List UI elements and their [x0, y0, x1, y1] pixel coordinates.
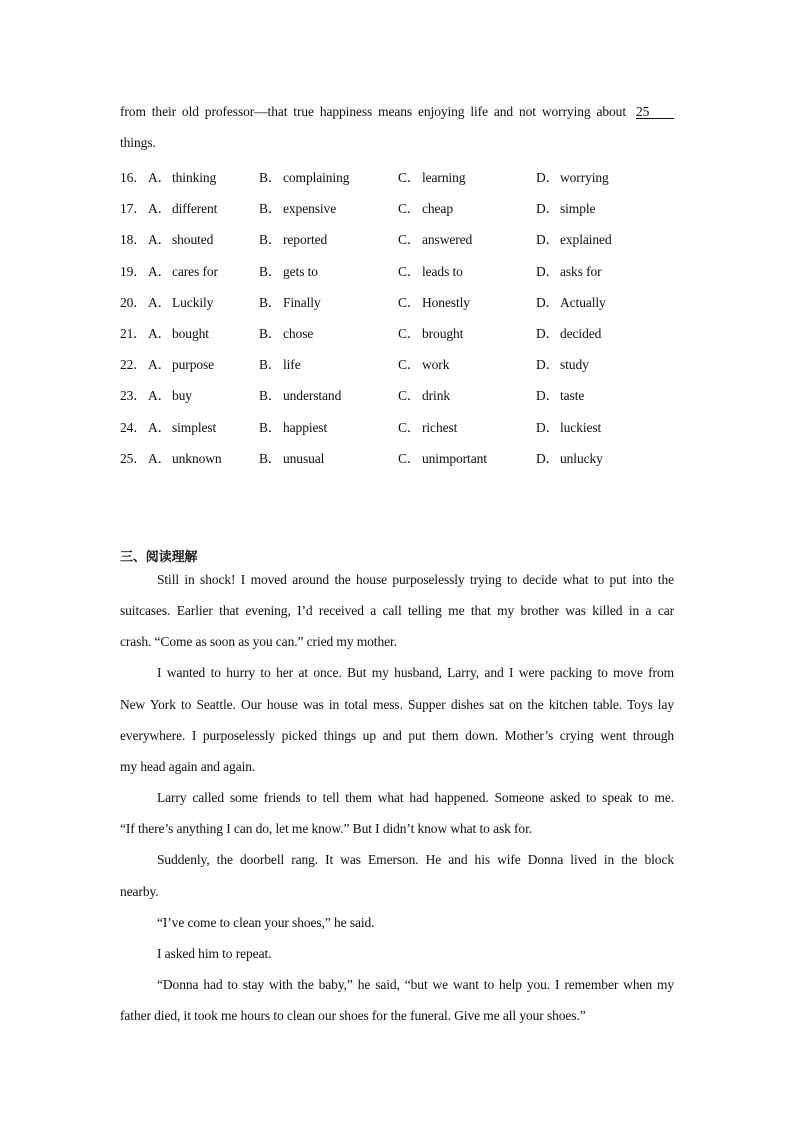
- option-text: purpose: [172, 357, 215, 373]
- question-number: 16．: [120, 170, 147, 185]
- option-a: [148, 447, 222, 467]
- option-letter: A．: [148, 326, 172, 341]
- option-text: different: [172, 201, 218, 217]
- option-d: [536, 384, 584, 404]
- option-letter: A．: [148, 170, 172, 185]
- option-text: understand: [283, 388, 342, 404]
- option-text: work: [422, 357, 450, 373]
- option-c: [398, 260, 463, 280]
- option-letter: C．: [398, 326, 421, 341]
- option-text: Luckily: [172, 294, 214, 310]
- passage-line: “If there’s anything I can do, let me know.” But I didn’t know what to ask for.: [120, 821, 533, 836]
- passage-line: I asked him to repeat.: [157, 946, 272, 961]
- option-d: [536, 197, 595, 217]
- option-letter: B．: [259, 201, 282, 217]
- option-c: [398, 291, 470, 311]
- question-number: 22．: [120, 357, 147, 373]
- option-letter: C．: [398, 170, 421, 185]
- option-row: [120, 197, 680, 217]
- option-row: [120, 322, 680, 342]
- option-letter: B．: [259, 170, 282, 185]
- option-letter: A．: [148, 388, 172, 404]
- option-b: [259, 447, 324, 467]
- option-a: [148, 260, 218, 280]
- question-number: 25．: [120, 450, 147, 466]
- option-text: decided: [560, 326, 602, 341]
- option-letter: B．: [259, 419, 282, 435]
- option-a: [148, 166, 216, 186]
- option-text: Honestly: [422, 294, 470, 310]
- passage-line: my head again and again.: [120, 759, 256, 774]
- option-text: leads to: [422, 263, 463, 279]
- option-letter: C．: [398, 450, 421, 466]
- option-b: [259, 166, 349, 186]
- option-text: chose: [283, 326, 314, 341]
- option-c: [398, 228, 472, 248]
- cloze-continuation-line: [120, 104, 674, 120]
- option-letter: D．: [536, 263, 560, 279]
- option-row: [120, 166, 680, 186]
- option-text: asks for: [560, 263, 602, 279]
- option-b: [259, 228, 327, 248]
- option-text: unimportant: [422, 450, 487, 466]
- option-row: [120, 447, 680, 467]
- option-text: cares for: [172, 263, 218, 279]
- option-letter: D．: [536, 419, 560, 435]
- option-text: study: [560, 357, 589, 373]
- option-text: brought: [422, 326, 464, 341]
- option-text: Actually: [560, 294, 606, 310]
- option-text: Finally: [283, 294, 321, 310]
- option-text: answered: [422, 232, 473, 248]
- option-letter: C．: [398, 388, 421, 404]
- option-a: [148, 353, 214, 373]
- option-text: bought: [172, 326, 209, 341]
- section-title-reading: 三、阅读理解: [120, 550, 198, 565]
- option-letter: B．: [259, 294, 282, 310]
- question-number: 18．: [120, 232, 147, 248]
- option-letter: A．: [148, 232, 172, 248]
- option-d: [536, 416, 601, 436]
- option-letter: B．: [259, 388, 282, 404]
- option-row: [120, 384, 680, 404]
- option-letter: D．: [536, 170, 560, 185]
- option-text: expensive: [283, 201, 337, 217]
- option-letter: C．: [398, 232, 421, 248]
- option-text: simplest: [172, 419, 217, 435]
- passage-line: Larry called some friends to tell them what had happened. Someone asked to speak to me.: [157, 790, 674, 805]
- passage-line: I wanted to hurry to her at once. But my husband, Larry, and I were packing to move from: [157, 665, 674, 680]
- option-letter: D．: [536, 357, 560, 373]
- option-text: unknown: [172, 450, 222, 466]
- option-letter: D．: [536, 326, 560, 341]
- option-text: luckiest: [560, 419, 602, 435]
- option-letter: D．: [536, 450, 560, 466]
- question-number: 20．: [120, 294, 147, 310]
- option-c: [398, 166, 465, 186]
- option-a: [148, 322, 209, 342]
- option-b: [259, 291, 321, 311]
- passage-line: “I’ve come to clean your shoes,” he said.: [157, 915, 375, 930]
- question-number: 23．: [120, 388, 147, 404]
- passage-line: New York to Seattle. Our house was in total mess. Supper dishes sat on the kitchen table. Toys lay: [120, 697, 674, 712]
- option-d: [536, 322, 601, 342]
- option-letter: D．: [536, 294, 560, 310]
- question-number: 17．: [120, 201, 147, 217]
- option-letter: C．: [398, 357, 421, 373]
- option-a: [148, 291, 213, 311]
- option-a: [148, 416, 216, 436]
- option-text: taste: [560, 388, 585, 404]
- option-text: learning: [422, 170, 466, 185]
- option-c: [398, 353, 449, 373]
- option-b: [259, 416, 327, 436]
- option-letter: B．: [259, 450, 282, 466]
- option-letter: A．: [148, 263, 172, 279]
- question-number: 19．: [120, 263, 147, 279]
- option-text: shouted: [172, 232, 214, 248]
- option-text: richest: [422, 419, 458, 435]
- option-d: [536, 228, 612, 248]
- option-text: buy: [172, 388, 192, 404]
- option-d: [536, 353, 589, 373]
- option-letter: B．: [259, 357, 282, 373]
- option-d: [536, 260, 602, 280]
- option-d: [536, 447, 603, 467]
- option-b: [259, 322, 313, 342]
- passage-line: father died, it took me hours to clean our shoes for the funeral. Give me all your shoes.”: [120, 1008, 586, 1023]
- option-letter: A．: [148, 419, 172, 435]
- passage-line: crash. “Come as soon as you can.” cried my mother.: [120, 634, 397, 649]
- option-a: [148, 384, 192, 404]
- option-b: [259, 260, 318, 280]
- option-c: [398, 447, 487, 467]
- option-text: unlucky: [560, 450, 603, 466]
- option-text: drink: [422, 388, 450, 404]
- option-letter: D．: [536, 388, 560, 404]
- cloze-text: from their old professor—that true happiness means enjoying life and not worrying about: [120, 104, 626, 119]
- option-a: [148, 197, 217, 217]
- option-b: [259, 384, 341, 404]
- option-letter: D．: [536, 201, 560, 217]
- option-text: worrying: [560, 170, 609, 185]
- option-b: [259, 353, 301, 373]
- option-c: [398, 416, 457, 436]
- option-letter: C．: [398, 201, 421, 217]
- passage-line: suitcases. Earlier that evening, I’d received a call telling me that my brother was killed in a car: [120, 603, 674, 618]
- blank-25: 25: [636, 105, 674, 119]
- option-c: [398, 197, 453, 217]
- option-row: [120, 291, 680, 311]
- option-text: complaining: [283, 170, 350, 185]
- option-text: reported: [283, 232, 328, 248]
- option-text: explained: [560, 232, 612, 248]
- cloze-continuation-end: things.: [120, 135, 156, 150]
- option-row: [120, 416, 680, 436]
- option-letter: D．: [536, 232, 560, 248]
- option-text: unusual: [283, 450, 325, 466]
- option-d: [536, 291, 606, 311]
- option-letter: C．: [398, 294, 421, 310]
- passage-line: nearby.: [120, 884, 159, 899]
- option-letter: B．: [259, 263, 282, 279]
- passage-line: everywhere. I purposelessly picked things up and put them down. Mother’s crying went through: [120, 728, 674, 743]
- option-row: [120, 228, 680, 248]
- option-a: [148, 228, 213, 248]
- option-letter: B．: [259, 232, 282, 248]
- option-text: life: [283, 357, 301, 373]
- option-b: [259, 197, 336, 217]
- question-number: 24．: [120, 419, 147, 435]
- question-number: 21．: [120, 326, 147, 341]
- option-letter: B．: [259, 326, 282, 341]
- option-text: thinking: [172, 170, 217, 185]
- option-c: [398, 322, 463, 342]
- option-letter: C．: [398, 263, 421, 279]
- option-row: [120, 353, 680, 373]
- option-letter: A．: [148, 294, 172, 310]
- passage-line: Suddenly, the doorbell rang. It was Emerson. He and his wife Donna lived in the block: [157, 852, 674, 867]
- passage-line: “Donna had to stay with the baby,” he said, “but we want to help you. I remember when my: [157, 977, 674, 992]
- option-letter: C．: [398, 419, 421, 435]
- option-c: [398, 384, 450, 404]
- option-text: gets to: [283, 263, 318, 279]
- option-d: [536, 166, 609, 186]
- option-row: [120, 260, 680, 280]
- passage-line: Still in shock! I moved around the house purposelessly trying to decide what to put into the: [157, 572, 674, 587]
- option-letter: A．: [148, 201, 172, 217]
- option-letter: A．: [148, 357, 172, 373]
- option-letter: A．: [148, 450, 172, 466]
- option-text: happiest: [283, 419, 328, 435]
- option-text: cheap: [422, 201, 453, 217]
- option-text: simple: [560, 201, 596, 217]
